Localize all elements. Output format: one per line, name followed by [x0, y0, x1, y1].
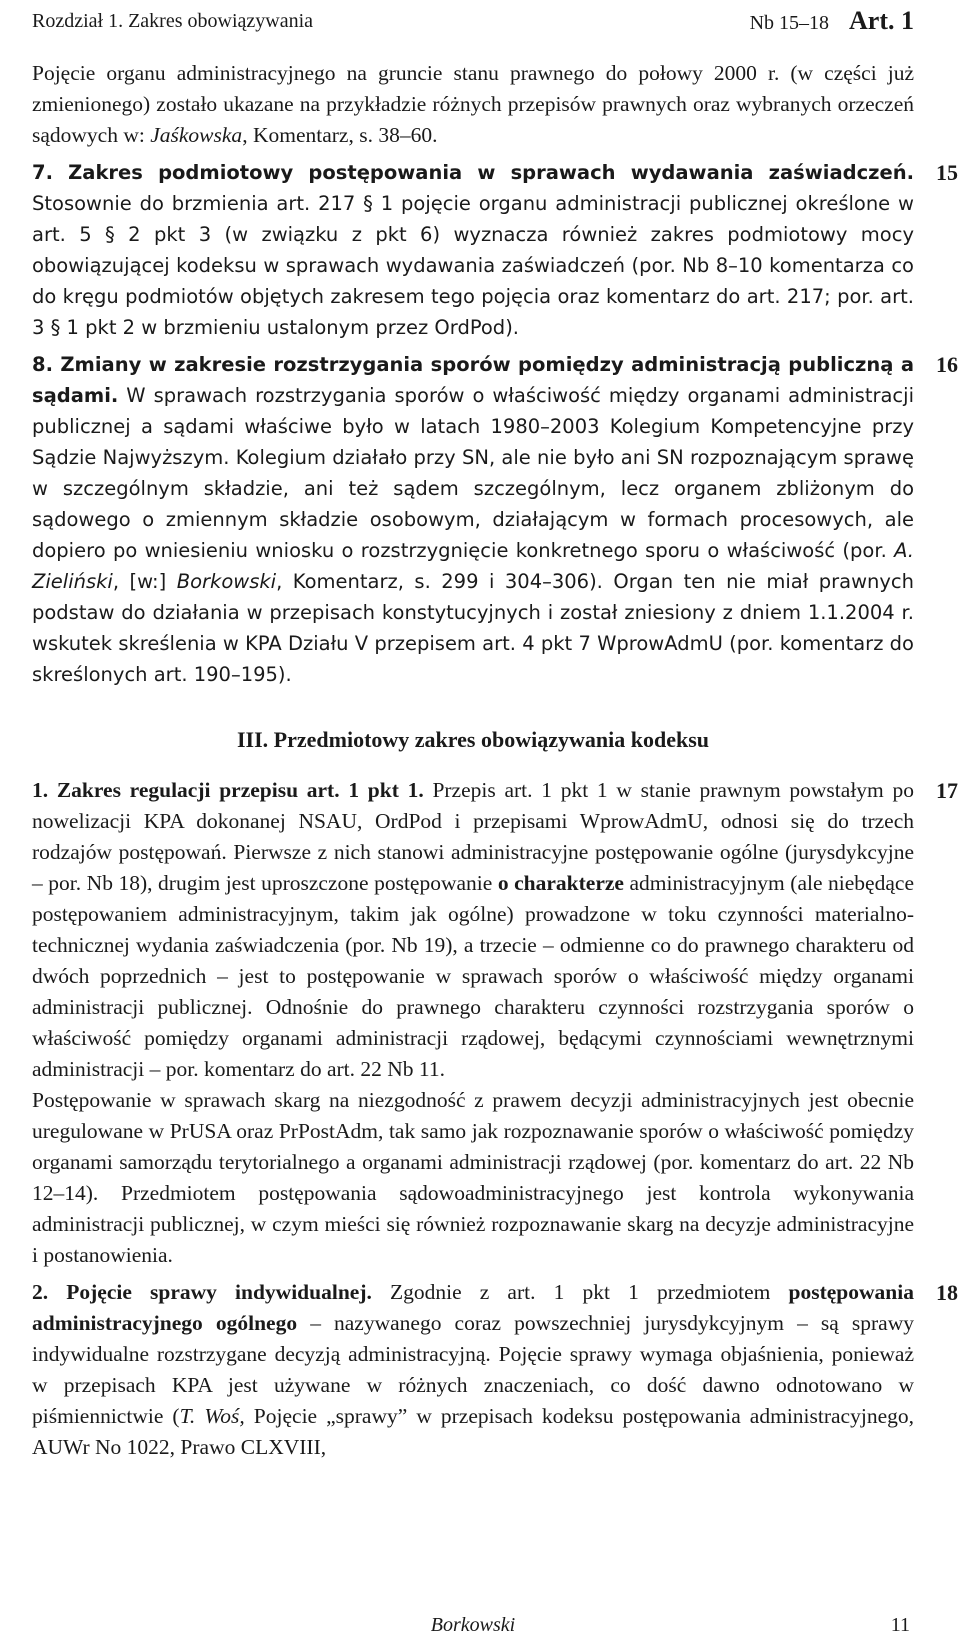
- intro-author: Jaśkowska: [150, 123, 243, 147]
- paragraph-text-c: , Komentarz, s. 299 i 304–306). Organ ten nie miał prawnych podstaw do działania w przepisach konstytucyjnych i został zniesiony z dniem 1.1.2004 r. wskutek skreślenia w KPA Działu V przepisem art. 4 pkt 7 WprowAdmU (por. komentarz do skreślonych art. 190–195).: [32, 570, 914, 686]
- paragraph-heading: 7. Zakres podmiotowy postępowania w sprawach wydawania zaświadczeń.: [32, 161, 914, 184]
- paragraph-text-b: – nazywanego coraz powszechniej jurysdykcyjnym – są sprawy indywidualne rozstrzygane decyzją administracyjną. Pojęcie sprawy wymaga objaśnienia, ponieważ w przepisach KPA jest używane w różnych znaczeniach, co dość dawno odnotowano w piśmiennictwie (: [32, 1311, 914, 1428]
- paragraph-heading: 1. Zakres regulacji przepisu art. 1 pkt 1.: [32, 778, 424, 802]
- chapter-title: Rozdział 1. Zakres obowiązywania: [32, 10, 314, 32]
- margin-number: 15: [936, 160, 958, 185]
- footer-author: Borkowski: [430, 1614, 516, 1636]
- cited-author: T. Woś,: [179, 1404, 245, 1428]
- section-heading: III. Przedmiotowy zakres obowiązywania kodeksu: [236, 727, 709, 752]
- paragraph-text-a: W sprawach rozstrzygania sporów o właściwość między organami administracji publicznej a sądami właściwe było w latach 1980–2003 Kolegium Kompetencyjne przy Sądzie Najwyższym. Kolegium działało przy SN, ale nie było ani SN rozpoznającym sprawę w szczególnym składzie, ani też sądem szczególnym, lecz organem zbliżonym do sądowego o zmiennym składzie osobowym, działającym w formach procesowych, ale dopiero po wniesieniu wniosku o rozstrzygnięcie konkretnego sporu o właściwość (por.: [32, 384, 914, 562]
- paragraph-text: Stosownie do brzmienia art. 217 § 1 pojęcie organu administracji publicznej określone w art. 5 § 2 pkt 3 (w związku z pkt 6) wyznacza również zakres podmiotowy mocy obowiązującej kodeksu w sprawach wydawania zaświadczeń (por. Nb 8–10 komentarza co do kręgu podmiotów objętych zakresem tego pojęcia oraz komentarz do art. 217; por. art. 3 § 1 pkt 2 w brzmieniu ustalonym przez OrdPod).: [32, 192, 914, 339]
- paragraph-text-b: , [w:]: [112, 570, 177, 593]
- paragraph-15: [32, 157, 958, 343]
- paragraph-heading: 8. Zmiany w zakresie rozstrzygania sporów pomiędzy administracją publiczną a sądami.: [32, 353, 914, 407]
- emphasis: o charakterze: [497, 871, 624, 895]
- paragraph-17: [32, 775, 958, 1271]
- page-footer: [32, 1608, 914, 1642]
- paragraph-text-a: Przepis art. 1 pkt 1 w stanie prawnym powstałym po nowelizacji KPA dokonanej NSAU, OrdPod i przepisami WprowAdmU, odnosi się do trzech rodzajów postępowań. Pierwsze z nich stanowi administracyjne postępowanie ogólne (jurysdykcyjne – por. Nb 18), drugim jest uproszczone postępowanie: [32, 778, 914, 895]
- margin-number: 17: [936, 778, 958, 803]
- page-body: [32, 58, 958, 1469]
- intro-text-b: , Komentarz, s. 38–60.: [242, 123, 438, 147]
- article-reference: [750, 4, 914, 40]
- paragraph-text-c: Pojęcie „sprawy” w przepisach kodeksu postępowania administracyjnego, AUWr No 1022, Prawo CLXVIII,: [32, 1404, 914, 1459]
- paragraph-text-a: Zgodnie z art. 1 pkt 1 przedmiotem: [371, 1280, 789, 1304]
- emphasis: postępowania administracyjnego ogólnego: [32, 1280, 914, 1335]
- running-head: [32, 4, 914, 38]
- margin-number: 18: [936, 1280, 958, 1305]
- nb-range: Nb 15–18: [749, 12, 830, 34]
- margin-number: 16: [936, 352, 958, 377]
- cited-author: A. Zieliński: [32, 539, 914, 593]
- paragraph-heading: 2. Pojęcie sprawy indywidualnej.: [32, 1280, 372, 1304]
- paragraph-text-b: administracyjnym (ale niebędące postępowaniem administracyjnym, takim jak ogólne) prowadzone w toku czynności materialno-technicznej wydania zaświadczenia (por. Nb 19), a trzecie – odmienne co do prawnego charakteru od dwóch poprzednich – jest to postępowanie w sprawach sporów o właściwość między organami administracji publicznej. Odnośnie do prawnego charakteru czynności rozstrzygania sporów o właściwość pomiędzy organami administracji rządowej, będącymi czynnościami wewnętrznymi administracji – por. komentarz do art. 22 Nb 11.: [32, 871, 914, 1081]
- intro-paragraph: [32, 58, 914, 151]
- page-number: 11: [890, 1614, 910, 1636]
- cited-author: Borkowski: [176, 570, 277, 593]
- intro-text-a: Pojęcie organu administracyjnego na gruncie stanu prawnego do połowy 2000 r. (w części już zmienionego) zostało ukazane na przykładzie różnych przepisów prawnych oraz wybranych orzeczeń sądowych w:: [32, 61, 914, 147]
- paragraph-16: [32, 349, 958, 690]
- paragraph-text-c: Postępowanie w sprawach skarg na niezgodność z prawem decyzji administracyjnych jest obecnie uregulowane w PrUSA oraz PrPostAdm, tak samo jak rozpoznawanie sporów o właściwość pomiędzy organami samorządu terytorialnego a organami administracji rządowej (por. komentarz do art. 22 Nb 12–14). Przedmiotem postępowania sądowoadministracyjnego jest kontrola wykonywania administracji publicznej, w czym mieści się również rozpoznawanie skarg na decyzje administracyjne i postanowienia.: [32, 1088, 914, 1267]
- article-number: Art. 1: [849, 6, 914, 35]
- paragraph-18: [32, 1277, 958, 1463]
